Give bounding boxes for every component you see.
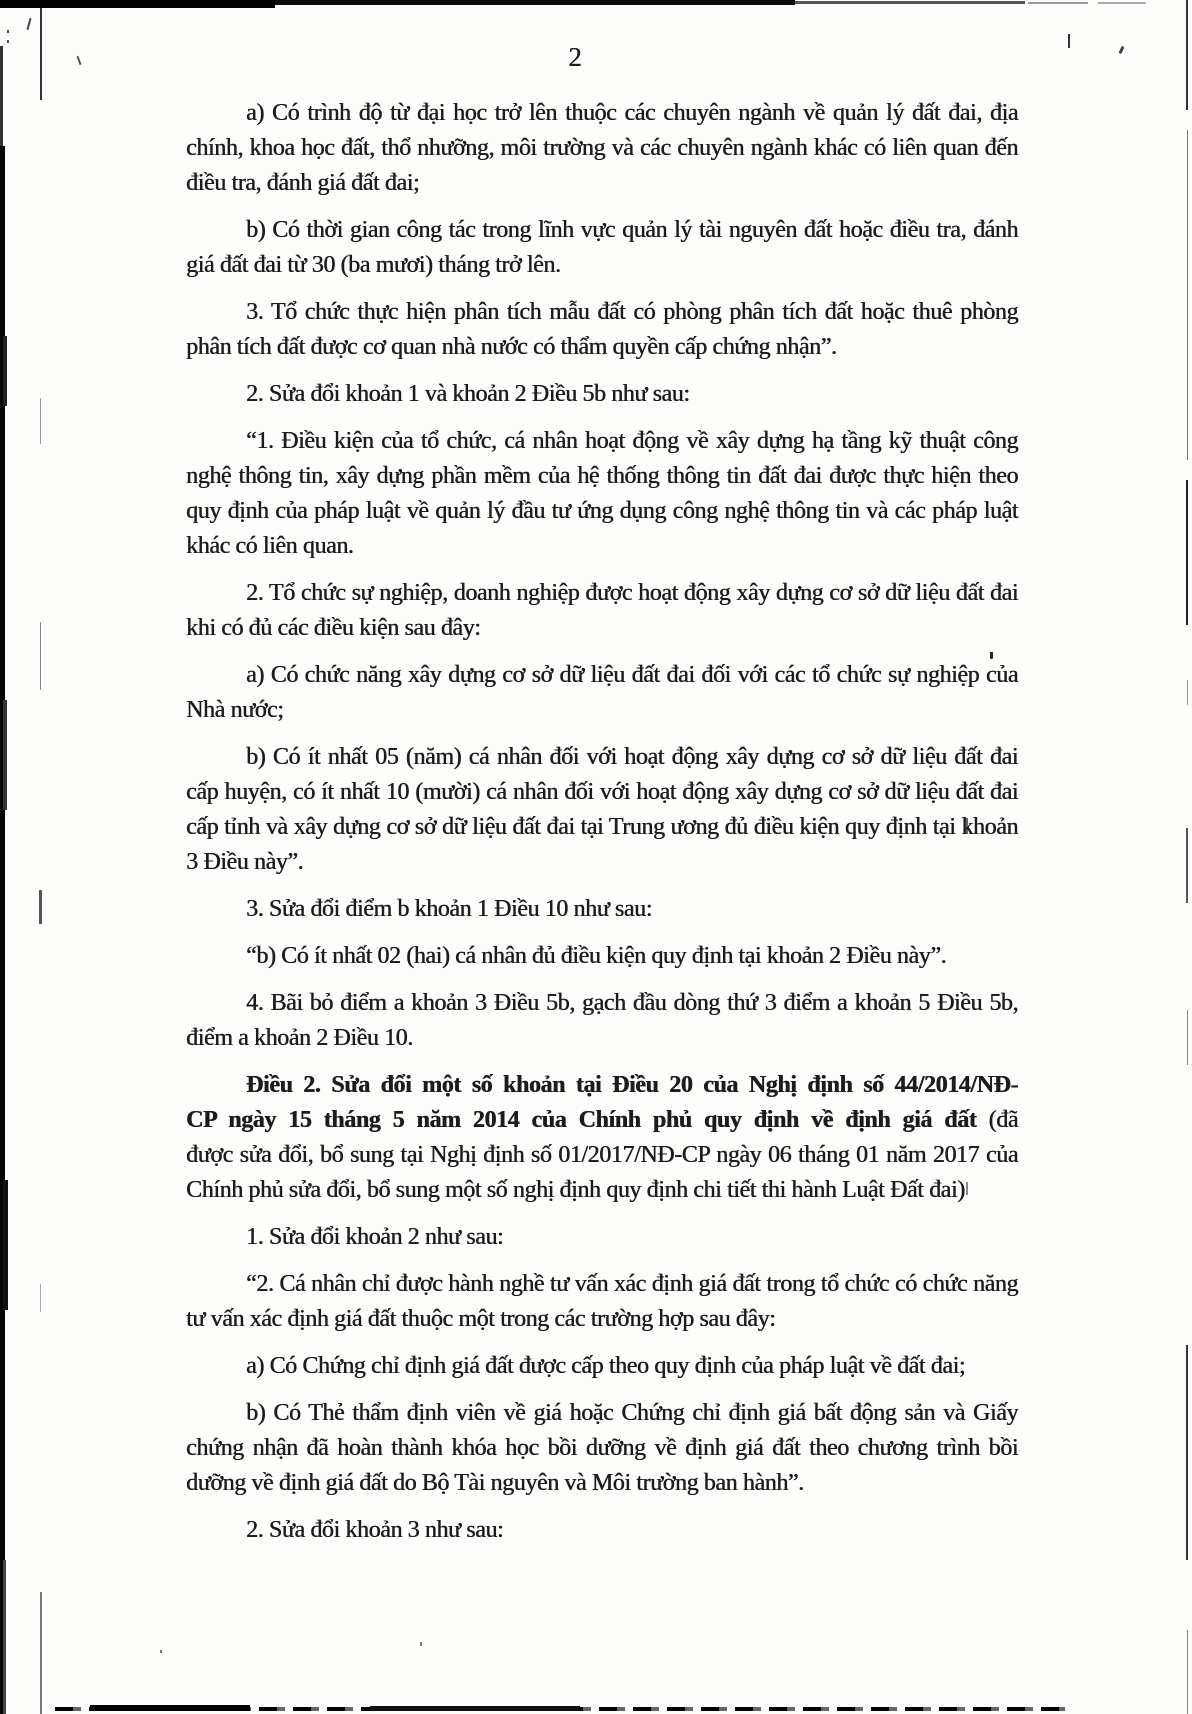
scan-artifact-right-line <box>1186 480 1188 625</box>
scan-artifact-top-bar <box>1028 2 1088 4</box>
scan-artifact-right-line <box>1186 0 1188 110</box>
paragraph-article-2-heading <box>186 1068 1018 1208</box>
scan-artifact-right-line <box>1187 680 1188 705</box>
paragraph-point-a-certificate: a) Có Chứng chỉ định giá đất được cấp theo quy định của pháp luật về đất đai; <box>246 1353 966 1379</box>
scan-artifact-top-bar <box>795 1 1025 4</box>
scan-artifact-left-line <box>39 890 42 924</box>
scan-artifact-top-bar <box>1098 2 1146 4</box>
article-2-bold-text: Điều 2. Sửa đổi một số khoản tại Điều 20 của Nghị định số 44/2014/NĐ-CP ngày 15 tháng 5 năm 2014 của Chính phủ quy định về định giá đất <box>186 1072 1018 1133</box>
scan-artifact-bottom-bar <box>90 1705 250 1711</box>
paragraph-quoted-point-b-two-persons: “b) Có ít nhất 02 (hai) cá nhân đủ điều kiện quy định tại khoản 2 Điều này”. <box>246 943 947 969</box>
scan-speck <box>420 1642 422 1646</box>
article-2-regular-text: (đã được sửa đổi, bổ sung tại Nghị định số 01/2017/NĐ-CP ngày 06 tháng 01 năm 2017 của Chính phủ sửa đổi, bổ sung một số nghị định quy định chi tiết thi hành Luật Đất đai) <box>186 1107 1018 1203</box>
scan-artifact-top-bar <box>0 0 275 8</box>
paragraph-quoted-clause-2-valuation: “2. Cá nhân chỉ được hành nghề tư vấn xác định giá đất trong tổ chức có chức năng tư vấn xác định giá đất thuộc một trong các trường hợp sau đây: <box>186 1271 1018 1332</box>
scan-artifact-right-line <box>1186 1345 1188 1560</box>
scan-artifact-left-band <box>3 336 7 406</box>
paragraph-clause-3-soil-analysis: 3. Tổ chức thực hiện phân tích mẫu đất có phòng phân tích đất hoặc thuê phòng phân tích đất được cơ quan nhà nước có thẩm quyền cấp chứng nhận”. <box>186 299 1018 360</box>
scan-speck <box>26 18 31 30</box>
page-number: 2 <box>568 42 582 72</box>
paragraph-amend-clause-3: 2. Sửa đổi khoản 3 như sau: <box>246 1517 504 1543</box>
scan-artifact-left-band <box>3 700 7 810</box>
paragraph-point-b-valuer-card: b) Có Thẻ thẩm định viên về giá hoặc Chứng chỉ định giá bất động sản và Giấy chứng nhận đã hoàn thành khóa học bồi dưỡng về định giá đất theo chương trình bồi dưỡng về định giá đất do Bộ Tài nguyên và Môi trường ban hành”. <box>186 1400 1018 1496</box>
scan-artifact-left-band <box>3 1180 8 1310</box>
paragraph-clause-4-repeal: 4. Bãi bỏ điểm a khoản 3 Điều 5b, gạch đầu dòng thứ 3 điểm a khoản 5 Điều 5b, điểm a khoản 2 Điều 10. <box>186 990 1018 1051</box>
scan-speck <box>160 1650 162 1653</box>
paragraph-quoted-clause-1-it: “1. Điều kiện của tổ chức, cá nhân hoạt động về xây dựng hạ tầng kỹ thuật công nghệ thông tin, xây dựng phần mềm của hệ thống thông tin đất đai được thực hiện theo quy định của pháp luật về quản lý đầu tư ứng dụng công nghệ thông tin và các pháp luật khác có liên quan. <box>186 428 1018 559</box>
scan-artifact-bottom-bar <box>370 1706 580 1711</box>
scan-artifact-left-band <box>3 1560 6 1714</box>
scan-artifact-right-line <box>1187 130 1188 460</box>
scan-artifact-left-line <box>40 622 41 690</box>
scan-artifact-right-line <box>1187 1630 1188 1714</box>
document-body <box>186 96 1018 1560</box>
paragraph-amend-article-10: 3. Sửa đổi điểm b khoản 1 Điều 10 như sau: <box>246 896 652 922</box>
paragraph-point-b-personnel: b) Có ít nhất 05 (năm) cá nhân đối với hoạt động xây dựng cơ sở dữ liệu đất đai cấp huyện, có ít nhất 10 (mười) cá nhân đối với hoạt động xây dựng cơ sở dữ liệu đất đai cấp tỉnh và xây dựng cơ sở dữ liệu đất đai tại Trung ương đủ điều kiện quy định tại khoản 3 Điều này”. <box>186 744 1018 875</box>
scan-speck <box>7 30 9 33</box>
scan-artifact-top-bar <box>275 0 795 5</box>
paragraph-point-a-degree: a) Có trình độ từ đại học trở lên thuộc các chuyên ngành về quản lý đất đai, địa chính, khoa học đất, thổ nhưỡng, môi trường và các chuyên ngành khác có liên quan đến điều tra, đánh giá đất đai; <box>186 100 1018 196</box>
scan-artifact-right-line <box>1187 1010 1188 1065</box>
scan-artifact-right-line <box>1186 828 1188 903</box>
paragraph-point-a-database-function: a) Có chức năng xây dựng cơ sở dữ liệu đất đai đối với các tổ chức sự nghiệp của Nhà nước; <box>186 662 1018 723</box>
paragraph-point-b-experience: b) Có thời gian công tác trong lĩnh vực quản lý tài nguyên đất hoặc điều tra, đánh giá đất đai từ 30 (ba mươi) tháng trở lên. <box>186 217 1018 278</box>
paragraph-amend-clause-2: 1. Sửa đổi khoản 2 như sau: <box>246 1224 504 1250</box>
paragraph-quoted-clause-2-database: 2. Tổ chức sự nghiệp, doanh nghiệp được hoạt động xây dựng cơ sở dữ liệu đất đai khi có đủ các điều kiện sau đây: <box>186 580 1018 641</box>
scan-artifact-left-line <box>40 1284 41 1312</box>
scan-artifact-left-line <box>40 1592 42 1714</box>
scan-artifact-left-line <box>40 398 41 444</box>
paragraph-amend-article-5b: 2. Sửa đổi khoản 1 và khoản 2 Điều 5b như sau: <box>246 381 690 407</box>
